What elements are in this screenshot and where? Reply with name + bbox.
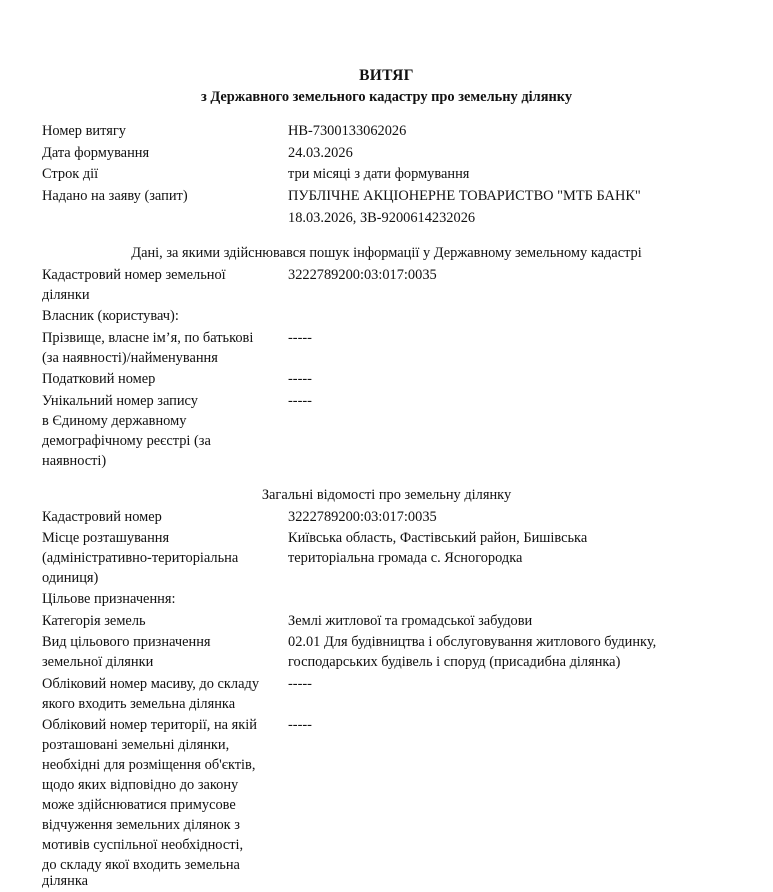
location-label-line1: Місце розташування <box>42 530 170 546</box>
unique-record-value: ----- <box>288 393 312 409</box>
extract-date-value: 24.03.2026 <box>288 145 353 161</box>
purpose-type-value-line1: 02.01 Для будівництва і обслуговування житлового будинку, <box>288 634 657 650</box>
location-value-line1: Київська область, Фастівський район, Бишівська <box>288 530 588 546</box>
territory-value: ----- <box>288 717 312 733</box>
extract-term-value: три місяці з дати формування <box>288 166 470 182</box>
general-cadastral-label: Кадастровий номер <box>42 509 162 525</box>
search-cadastral-value: 3222789200:03:017:0035 <box>288 267 437 283</box>
territory-label-line3: необхідні для розміщення об'єктів, <box>42 757 256 773</box>
fullname-label-line1: Прізвище, власне ім’я, по батькові <box>42 330 254 346</box>
location-value-line2: територіальна громада с. Ясногородка <box>288 550 523 566</box>
territory-label-line8: до складу якої входить земельна <box>42 857 240 873</box>
territory-label-line7: мотивів суспільної необхідності, <box>42 837 244 853</box>
massif-label-line2: якого входить земельна ділянка <box>42 696 236 712</box>
document-title: ВИТЯГ <box>359 67 414 84</box>
extract-date-label: Дата формування <box>42 145 150 161</box>
territory-label-line2: розташовані земельні ділянки, <box>42 737 230 753</box>
extract-request-value-line1: ПУБЛІЧНЕ АКЦІОНЕРНЕ ТОВАРИСТВО "МТБ БАНК" <box>288 188 641 204</box>
extract-request-label: Надано на заяву (запит) <box>42 188 188 204</box>
extract-term-label: Строк дії <box>42 166 99 182</box>
territory-label-line4: щодо яких відповідно до закону <box>42 777 239 793</box>
category-label: Категорія земель <box>42 613 146 629</box>
owner-label: Власник (користувач): <box>42 308 179 324</box>
territory-label-line6: відчуження земельних ділянок з <box>42 817 240 833</box>
search-cadastral-label-line1: Кадастровий номер земельної <box>42 267 226 283</box>
purpose-type-label-line2: земельної ділянки <box>42 654 154 670</box>
category-value: Землі житлової та громадської забудови <box>288 613 533 629</box>
unique-record-label-line3: демографічному реєстрі (за <box>42 433 211 449</box>
purpose-type-label-line1: Вид цільового призначення <box>42 634 211 650</box>
tax-number-label: Податковий номер <box>42 371 156 387</box>
massif-label-line1: Обліковий номер масиву, до складу <box>42 676 260 692</box>
fullname-value: ----- <box>288 330 312 346</box>
fullname-label-line2: (за наявності)/найменування <box>42 350 218 366</box>
general-cadastral-value: 3222789200:03:017:0035 <box>288 509 437 525</box>
unique-record-label-line2: в Єдиному державному <box>42 413 187 429</box>
location-label-line2: (адміністративно-територіальна <box>42 550 239 566</box>
purpose-type-value-line2: господарських будівель і споруд (присадибна ділянка) <box>288 654 621 670</box>
purpose-label: Цільове призначення: <box>42 591 176 607</box>
unique-record-label-line1: Унікальний номер запису <box>42 393 198 409</box>
territory-label-line5: може здійснюватися примусове <box>42 797 236 813</box>
territory-label-line9: ділянка <box>42 873 88 889</box>
search-section-title: Дані, за якими здійснювався пошук інформації у Державному земельному кадастрі <box>131 245 642 261</box>
tax-number-value: ----- <box>288 371 312 387</box>
document-subtitle: з Державного земельного кадастру про земельну ділянку <box>200 89 573 105</box>
massif-value: ----- <box>288 676 312 692</box>
search-cadastral-label-line2: ділянки <box>42 287 90 303</box>
location-label-line3: одиниця) <box>42 570 99 586</box>
extract-number-label: Номер витягу <box>42 123 126 139</box>
extract-number-value: НВ-7300133062026 <box>288 123 407 139</box>
general-section-title: Загальні відомості про земельну ділянку <box>261 487 512 503</box>
extract-request-value-line2: 18.03.2026, ЗВ-9200614232026 <box>288 210 476 226</box>
unique-record-label-line4: наявності) <box>42 453 107 469</box>
territory-label-line1: Обліковий номер території, на якій <box>42 717 257 733</box>
